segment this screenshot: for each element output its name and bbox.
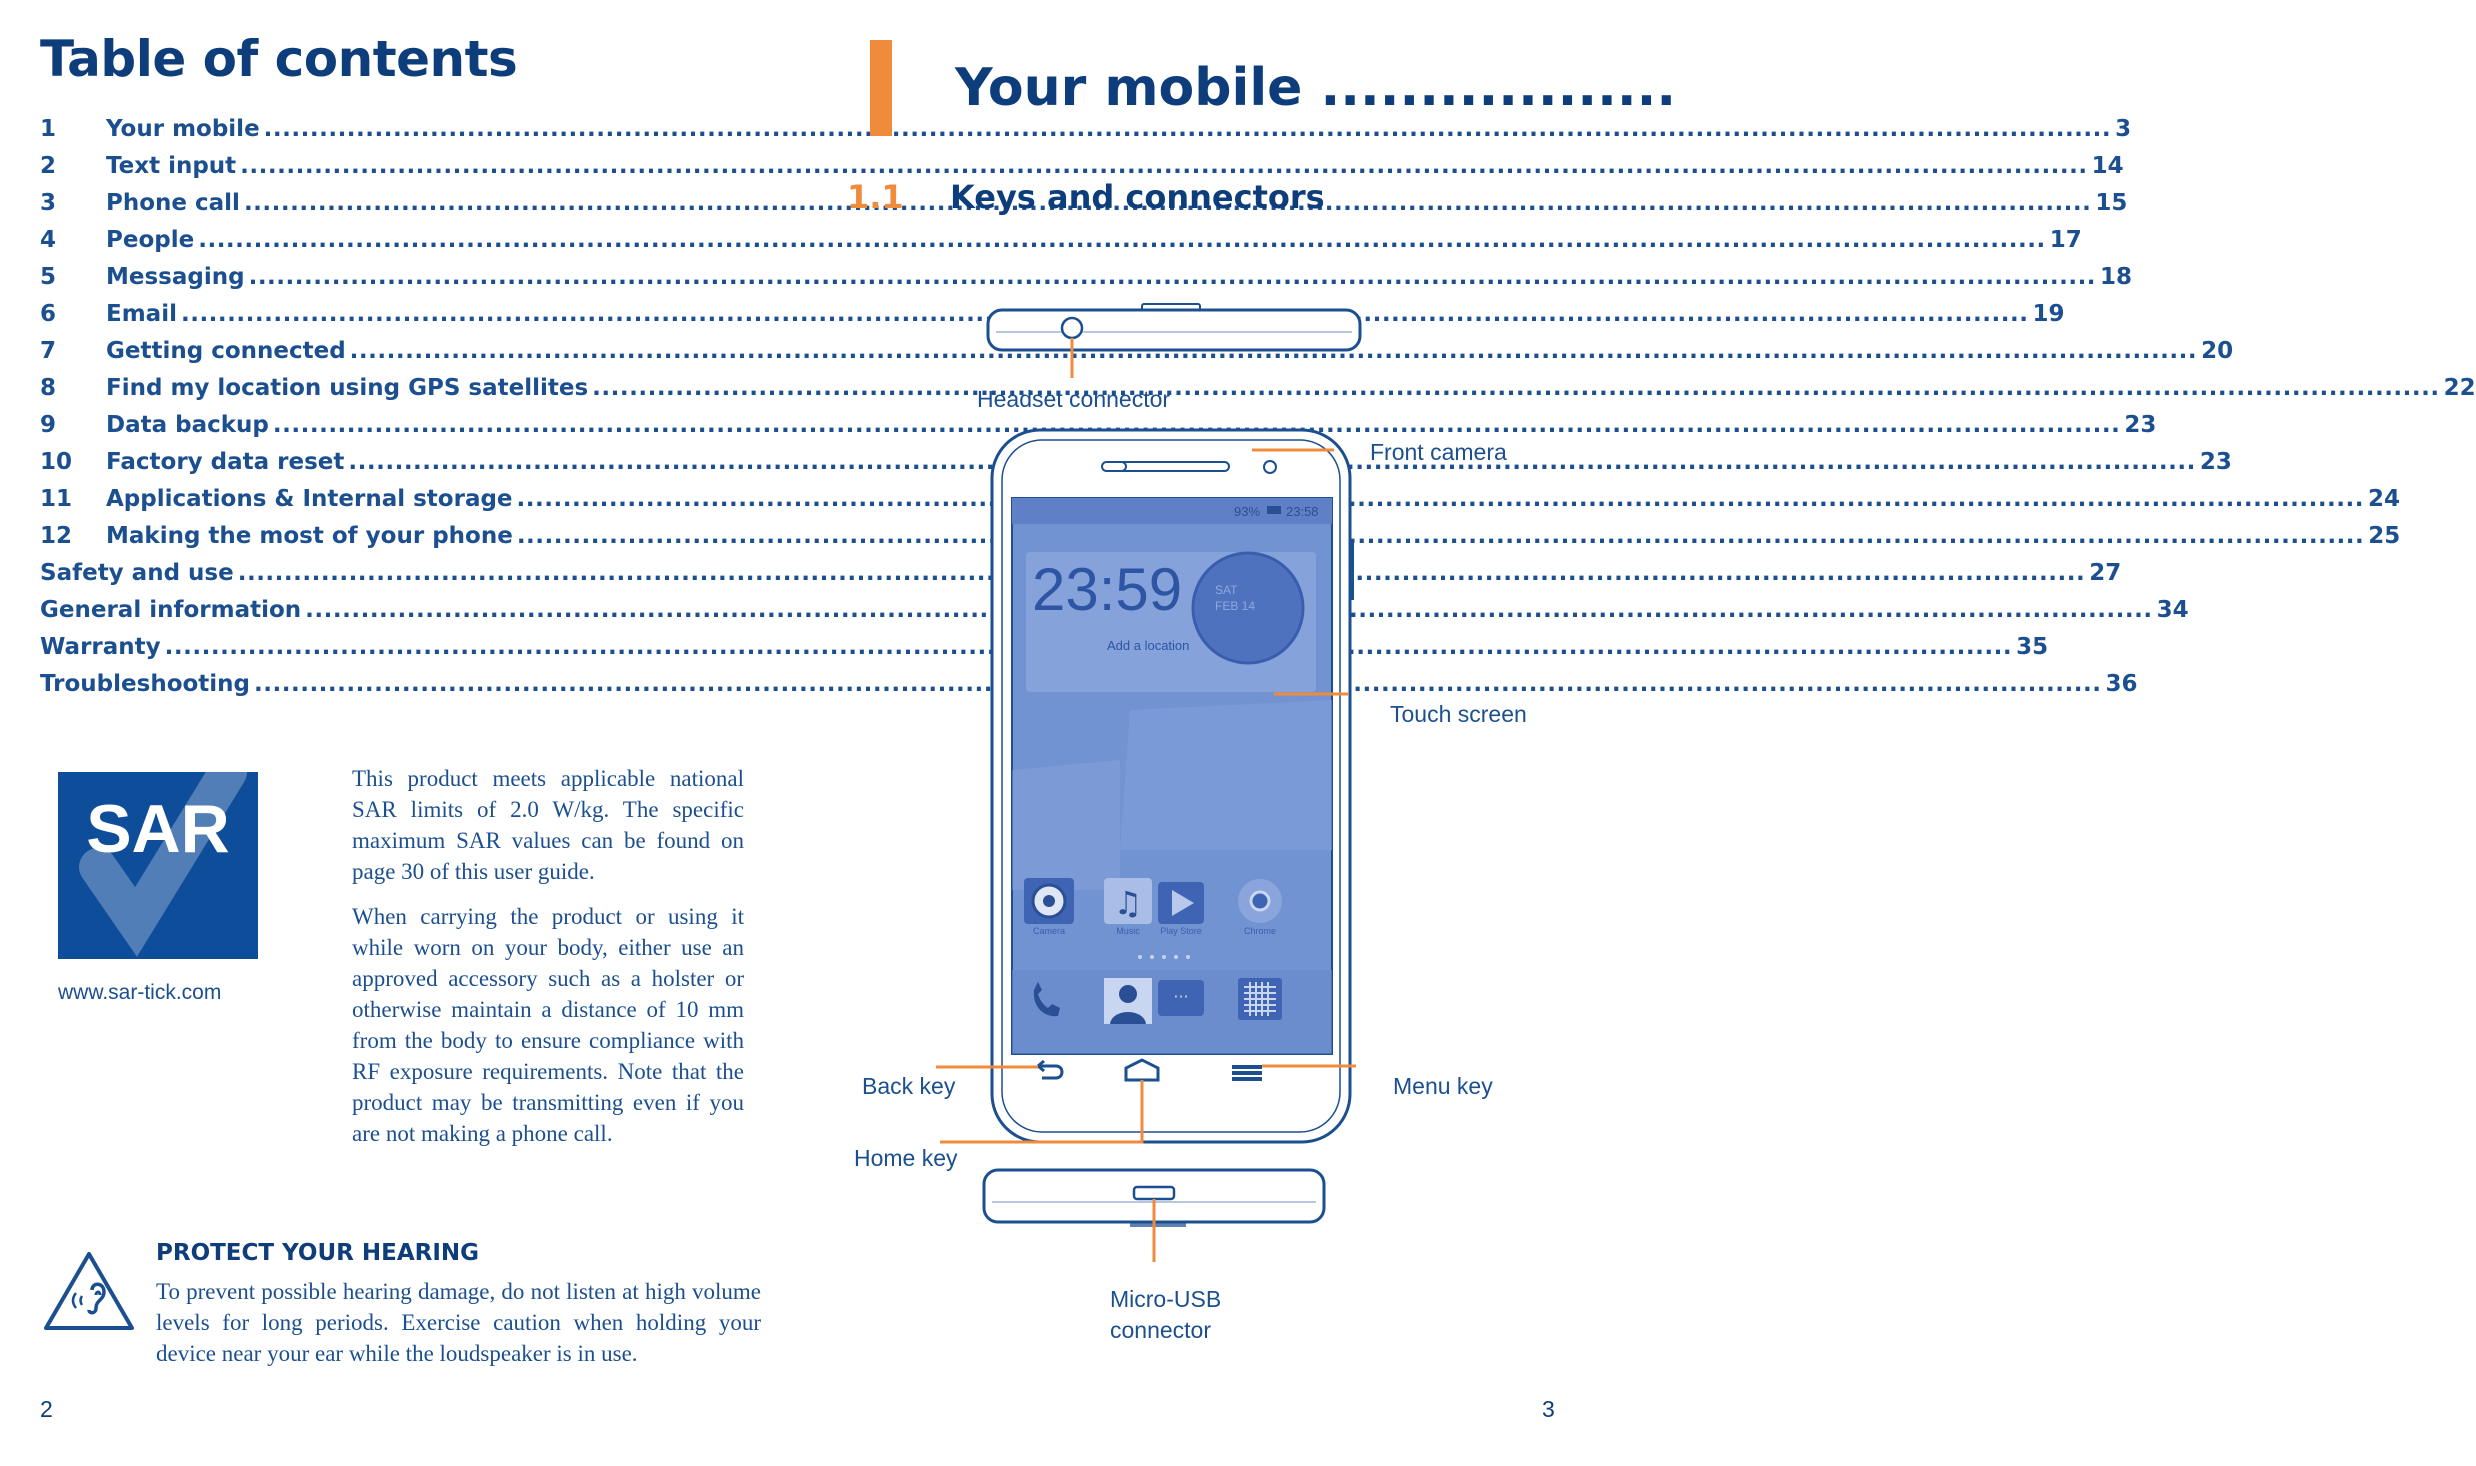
toc-entry-page: 20 (2201, 338, 2234, 364)
toc-entry[interactable] (40, 412, 2157, 446)
svg-text:23:59: 23:59 (1032, 556, 1183, 623)
headset-jack-icon (1062, 318, 1082, 338)
toc-entry[interactable] (40, 116, 2132, 150)
toc-entry-number: 12 (40, 523, 73, 549)
front-camera-lens (1264, 461, 1276, 473)
sar-tick-icon (58, 772, 258, 959)
callout-back-key: Back key (862, 1073, 956, 1099)
callout-menu-key: Menu key (1393, 1073, 1493, 1099)
toc-entry-label: Factory data reset (106, 449, 345, 475)
hearing-title: PROTECT YOUR HEARING (156, 1240, 480, 1266)
app-play-store[interactable] (1158, 882, 1204, 936)
toc-entry-label: Data backup (106, 412, 269, 438)
toc-entry-page: 36 (2105, 671, 2138, 697)
toc-entry-label: General information (40, 597, 302, 623)
phone-top-edge (988, 304, 1360, 350)
callout-home-key: Home key (854, 1145, 958, 1171)
dock-apps-grid-icon[interactable] (1238, 978, 1282, 1020)
toc-entry-number: 5 (40, 264, 57, 290)
toc-entry-label: People (106, 227, 195, 253)
toc-entry-label: Text input (106, 153, 237, 179)
toc-entry-label: Messaging (106, 264, 245, 290)
toc-entry-number: 7 (40, 338, 57, 364)
toc-entry-page: 24 (2368, 486, 2401, 512)
sar-paragraph: This product meets applicable national SAR limits of 2.0 W/kg. The specific maximum SAR values can be found on page 30 of this user guide. (352, 766, 744, 884)
toc-entry-page: 25 (2368, 523, 2401, 549)
toc-leader-dots (198, 227, 2045, 253)
callout-touch-screen: Touch screen (1390, 701, 1527, 727)
svg-text:FEB 14: FEB 14 (1215, 599, 1256, 613)
svg-text:Chrome: Chrome (1243, 926, 1277, 936)
toc-leader-dots (249, 264, 2096, 290)
toc-entry-label: Troubleshooting (40, 671, 251, 697)
toc-entry-number: 6 (40, 301, 57, 327)
toc-leader-dots (264, 116, 2111, 142)
toc-entry-page: 14 (2091, 153, 2124, 179)
toc-entry-page: 18 (2100, 264, 2133, 290)
toc-entry-page: 35 (2016, 634, 2049, 660)
toc-leader-dots (240, 153, 2087, 179)
toc-entry-page: 3 (2115, 116, 2132, 142)
toc-entry-page: 22 (2443, 375, 2476, 401)
proximity-sensor (1102, 462, 1126, 471)
svg-text:Camera: Camera (1032, 926, 1066, 936)
svg-text:23:58: 23:58 (1286, 504, 1319, 519)
toc-title: Table of contents (40, 30, 518, 88)
toc-entry-label: Phone call (106, 190, 240, 216)
toc-entry-number: 1 (40, 116, 57, 142)
dock-messaging-icon[interactable] (1158, 980, 1204, 1016)
callout-headset-connector: Headset connector (977, 386, 1171, 412)
toc-entry-number: 8 (40, 375, 57, 401)
sar-body-worn-paragraph: When carrying the product or using it while worn on your body, either use an approved accessory such as a holster or otherwise maintain a distance of 10 mm from the body to ensure compliance with RF exposure requirements. Note that the product may be transmitting even if you are not making a phone call. (352, 904, 744, 1146)
toc-entry-number: 2 (40, 153, 57, 179)
callout-micro-usb-line1: Micro-USB (1110, 1286, 1222, 1312)
svg-text:Music: Music (1116, 926, 1140, 936)
toc-entry-number: 3 (40, 190, 57, 216)
toc-entry-label: Warranty (40, 634, 161, 660)
page-number-left: 2 (40, 1396, 53, 1422)
toc-entry-page: 27 (2089, 560, 2122, 586)
toc-entry-number: 11 (40, 486, 73, 512)
menu-key-icon[interactable] (1232, 1065, 1262, 1081)
sar-logo (58, 772, 258, 959)
toc-entry[interactable] (40, 338, 2234, 372)
hearing-text: To prevent possible hearing damage, do not listen at high volume levels for long periods. Exercise caution when holding your device near your ear while the loudspeaker is in use. (156, 1279, 761, 1366)
callout-front-camera: Front camera (1370, 439, 1507, 465)
svg-text:SAR: SAR (86, 791, 230, 867)
micro-usb-port-icon (1134, 1187, 1174, 1199)
toc-entry-page: 34 (2156, 597, 2189, 623)
page-number-right: 3 (1542, 1396, 1555, 1422)
phone-front (992, 430, 1354, 1142)
callout-micro-usb-line2: connector (1110, 1317, 1212, 1343)
toc-entry-label: Safety and use (40, 560, 234, 586)
toc-entry-page: 23 (2124, 412, 2157, 438)
toc-entry-label: Your mobile (106, 116, 260, 142)
svg-text:Add a location: Add a location (1107, 638, 1190, 653)
svg-text:SAT: SAT (1215, 583, 1238, 597)
toc-entry-label: Applications & Internal storage (106, 486, 513, 512)
chapter-marker (870, 40, 892, 136)
svg-text:Play Store: Play Store (1160, 926, 1202, 936)
earpiece-speaker (1115, 462, 1229, 471)
svg-text:93%: 93% (1234, 504, 1261, 519)
toc-entry[interactable] (40, 671, 2138, 705)
toc-entry-number: 4 (40, 227, 57, 253)
toc-entry[interactable] (40, 264, 2133, 298)
toc-entry-label: Making the most of your phone (106, 523, 513, 549)
toc-entry-number: 10 (40, 449, 73, 475)
dock-contacts-icon[interactable] (1104, 978, 1152, 1024)
toc-entry[interactable] (40, 227, 2082, 261)
toc-entry-label: Getting connected (106, 338, 346, 364)
section-title: Keys and connectors (950, 178, 1325, 216)
toc-entry-page: 17 (2049, 227, 2082, 253)
section-number: 1.1 (847, 178, 904, 216)
app-chrome[interactable] (1238, 879, 1282, 936)
toc-entry[interactable] (40, 523, 2401, 557)
svg-text:···: ··· (1173, 987, 1189, 1006)
toc-entry[interactable] (40, 153, 2124, 187)
hearing-warning-icon (42, 1250, 136, 1332)
toc-entry-page: 19 (2032, 301, 2065, 327)
chapter-title: Your mobile .................. (955, 58, 1677, 118)
music-note-icon: ♫ (1113, 884, 1143, 922)
toc-entry-page: 23 (2199, 449, 2232, 475)
sar-url[interactable]: www.sar-tick.com (58, 981, 222, 1004)
toc-entry-number: 9 (40, 412, 57, 438)
toc-entry-label: Find my location using GPS satellites (106, 375, 589, 401)
toc-entry-page: 15 (2095, 190, 2128, 216)
toc-entry-label: Email (106, 301, 177, 327)
toc-entry[interactable] (40, 301, 2065, 335)
